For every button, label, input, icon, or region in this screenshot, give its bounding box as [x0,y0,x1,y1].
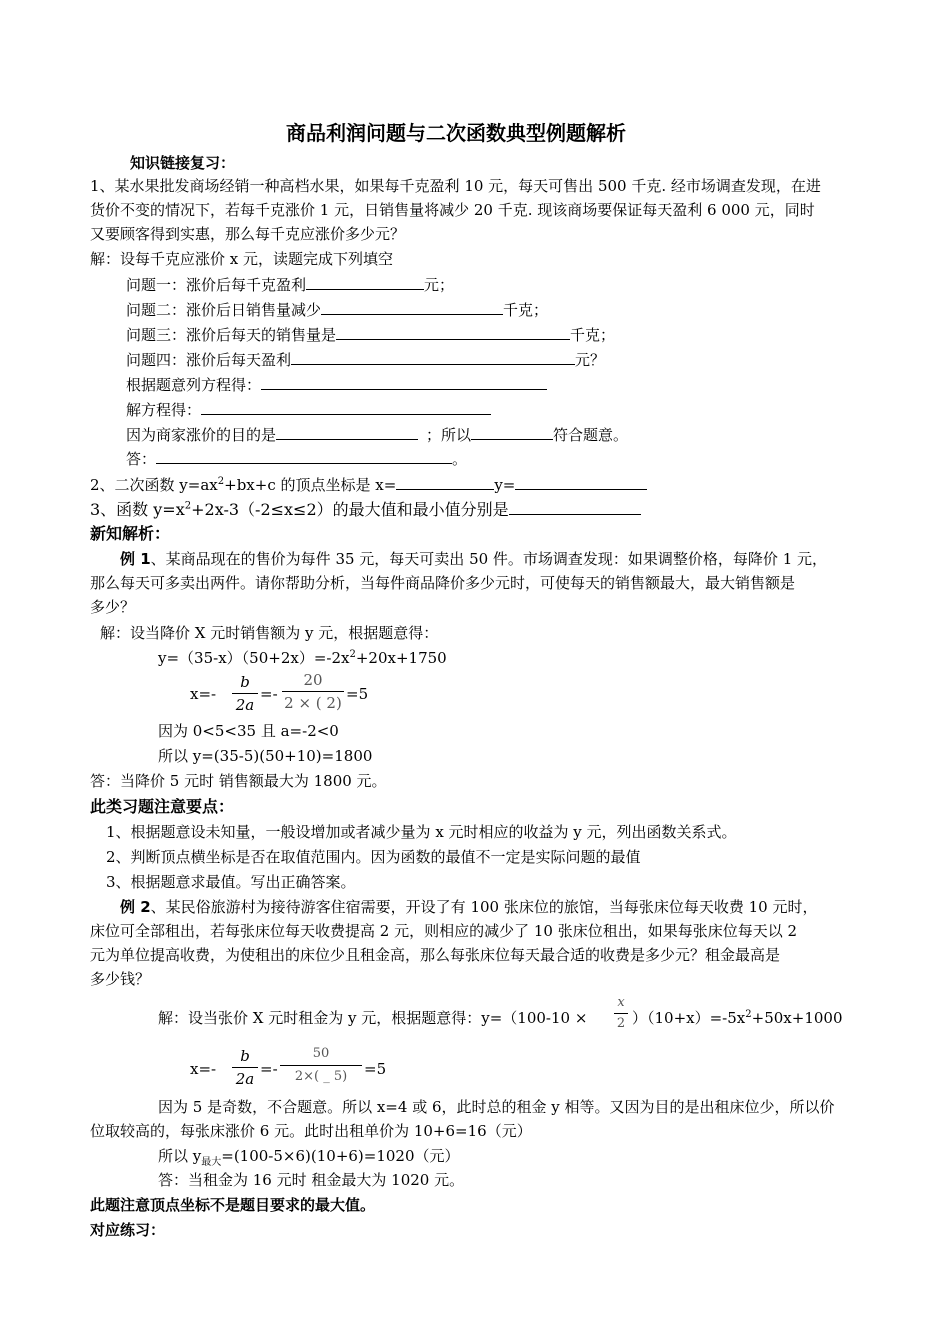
equation-blank[interactable] [261,373,547,390]
ex1-b-over-2a [232,672,258,715]
so-blank[interactable] [471,423,553,440]
ex2-mid: =- [260,1060,278,1078]
ex1-x-label: x=- [190,685,217,703]
q2-y-label: y= [494,476,516,494]
q1-line-1: 1、某水果批发商场经销一种高档水果，如果每千克盈利 10 元，每天可售出 500 千克. 经市场调查发现，在进 [90,177,821,195]
ex2-sol-post: ）（10+x）=-5x [632,1009,746,1027]
fit-label: 符合题意。 [553,426,629,444]
because-line [126,423,628,446]
ex2-frac-den: 2×( _ 5) [294,1069,348,1084]
ex2-max-sub: 最大 [201,1157,222,1168]
q3-text-post: +2x-3（-2≤x≤2）的最大值和最小值分别是 [191,500,509,519]
ex1-frac-num: 20 [303,671,323,689]
example-1-label: 例 1 [120,550,151,568]
question-four-unit: 元？ [575,351,606,369]
q3-blank[interactable] [509,498,641,515]
q2-y-blank[interactable] [515,473,647,490]
new-heading: 新知解析： [90,524,171,543]
ex2-result: =5 [364,1060,387,1078]
ex1-because: 因为 0<5<35 且 a=-2<0 [158,722,339,740]
ex1-eq-post: +20x+1750 [355,649,447,667]
question-four-blank[interactable] [291,348,575,365]
question-three-unit: 千克； [570,326,616,344]
q2-exponent: 2 [217,476,225,487]
answer-end: 。 [452,450,468,468]
ex2-frac-num: 50 [312,1046,330,1061]
notes-heading: 此类习题注意要点： [90,797,235,816]
question-three [126,323,615,346]
ex1-frac-b: b [240,673,250,691]
ex1-frac-bar-2 [282,691,344,692]
question-one-blank[interactable] [306,273,424,290]
ex2-x-label: x=- [190,1060,217,1078]
ex1-eq-exponent: 2 [349,649,356,660]
practice-heading: 对应练习： [90,1221,166,1239]
ex2-b-over-2a [232,1046,258,1089]
note-item-3: 3、根据题意求最值。写出正确答案。 [106,873,356,891]
ex1-so: 所以 y=(35-5)(50+10)=1800 [158,747,373,765]
example-1-equation [158,647,447,669]
because-blank[interactable] [276,423,418,440]
review-heading: 知识链接复习： [130,154,236,172]
question-three-label: 问题三：涨价后每天的销售量是 [126,326,337,344]
question-one-unit: 元； [424,276,455,294]
question-two-unit: 千克； [503,301,549,319]
example-2-line-4: 多少钱？ [90,970,151,988]
q2-x-blank[interactable] [396,473,494,490]
ex2-solution-post [632,1007,843,1029]
note-item-1: 1、根据题意设未知量，一般设增加或者减少量为 x 元时相应的收益为 y 元，列出函数关系式。 [106,823,737,841]
question-four-label: 问题四：涨价后每天盈利 [126,351,292,369]
so-label: ；所以 [426,426,472,444]
equation-line [126,373,547,396]
example-2-line-1 [90,896,817,918]
question-two-blank[interactable] [321,298,503,315]
example-2-line-2: 床位可全部租出，若每张床位每天收费提高 2 元，则相应的减少了 10 张床位租出，如果每张床位每天以 2 [90,922,798,940]
solve-label: 解方程得： [126,401,202,419]
ex2-number-fraction [280,1044,362,1087]
ex2-frac-b: b [240,1047,250,1065]
question-two-label: 问题二：涨价后日销售量减少 [126,301,322,319]
ex2-max-pre: 所以 y [158,1147,202,1165]
example-1-text-1: 、某商品现在的售价为每件 35 元，每天可卖出 50 件。市场调查发现：如果调整价格，每降价 1 元， [150,550,828,568]
question-four [126,348,605,371]
ex1-frac-den: 2 × ( 2) [284,694,342,712]
ex2-frac-2: 2 [616,1016,626,1031]
example-1-solution: 解：设当降价 X 元时销售额为 y 元，根据题意得： [100,624,439,642]
ex2-x-over-2 [614,994,628,1033]
ex1-answer: 答：当降价 5 元时 销售额最大为 1800 元。 [90,772,387,790]
ex2-because-line-1: 因为 5 是奇数，不合题意。所以 x=4 或 6，此时总的租金 y 相等。又因为目的是出租床位少，所以价 [158,1098,835,1116]
q1-line-2: 货价不变的情况下，若每千克涨价 1 元，日销售量将减少 20 千克. 现该商场要保证每天盈利 6 000 元，同时 [90,201,815,219]
solution-intro: 解：设每千克应涨价 x 元，读题完成下列填空 [90,250,393,268]
ex2-frac-bar [614,1013,628,1014]
ex1-eq-pre: y=（35-x）（50+2x）=-2x [158,649,350,667]
example-2-label: 例 2 [120,898,151,916]
q2-text-mid: +bx+c 的顶点坐标是 x= [224,476,397,494]
ex2-max-line [158,1145,460,1167]
q3-exponent: 2 [184,500,192,512]
ex2-max-post: =(100-5×6)(10+6)=1020（元） [221,1147,460,1165]
page-title: 商品利润问题与二次函数典型例题解析 [286,121,626,145]
answer-line [126,447,467,470]
ex2-sol-end: +50x+1000 [751,1009,843,1027]
ex2-frac-bar-2 [280,1065,362,1066]
question-one [126,273,454,296]
ex2-solution-pre: 解：设当张价 X 元时租金为 y 元，根据题意得：y=（100-10 × [158,1009,588,1027]
q2-text-pre: 2、二次函数 y=ax [90,476,218,494]
question-2 [90,473,647,496]
example-2-text-1: 、某民俗旅游村为接待游客住宿需要，开设了有 100 张床位的旅馆，当每张床位每天收费 10 元时， [150,898,818,916]
solve-line [126,398,491,421]
answer-label: 答： [126,450,157,468]
because-label: 因为商家涨价的目的是 [126,426,277,444]
ex2-frac-2a: 2a [235,1070,255,1088]
equation-label: 根据题意列方程得： [126,376,262,394]
ex2-answer: 答：当租金为 16 元时 租金最大为 1020 元。 [158,1171,465,1189]
example-2-line-3: 元为单位提高收费，为使租出的床位少且租金高，那么每张床位每天最合适的收费是多少元？租金最高是 [90,946,781,964]
example-1-line-3: 多少？ [90,598,136,616]
ex2-because-line-2: 位取较高的，每张床涨价 6 元。此时出租单价为 10+6=16（元） [90,1122,532,1140]
q1-line-3: 又要顾客得到实惠，那么每千克应涨价多少元？ [90,225,406,243]
note-item-2: 2、判断顶点横坐标是否在取值范围内。因为函数的最值不一定是实际问题的最值 [106,848,641,866]
ex2-frac-x: x [617,995,625,1010]
answer-blank[interactable] [156,447,452,464]
question-three-blank[interactable] [336,323,570,340]
ex2-frac-bar-b [232,1067,258,1068]
ex1-frac-2a: 2a [235,696,255,714]
ex1-result: =5 [346,685,369,703]
question-one-label: 问题一：涨价后每千克盈利 [126,276,307,294]
example-1-line-1 [90,548,827,570]
ex2-note: 此题注意顶点坐标不是题目要求的最大值。 [90,1196,376,1214]
example-1-line-2: 那么每天可多卖出两件。请你帮助分析，当每件商品降价多少元时，可使每天的销售额最大，最大销售额是 [90,574,796,592]
ex2-sol-exponent: 2 [745,1009,752,1020]
q3-text-pre: 3、函数 y=x [90,500,185,519]
ex1-mid: =- [260,685,278,703]
question-3 [90,498,641,521]
solve-blank[interactable] [201,398,491,415]
question-two [126,298,548,321]
ex1-number-fraction [282,670,344,713]
ex1-frac-bar [232,693,258,694]
